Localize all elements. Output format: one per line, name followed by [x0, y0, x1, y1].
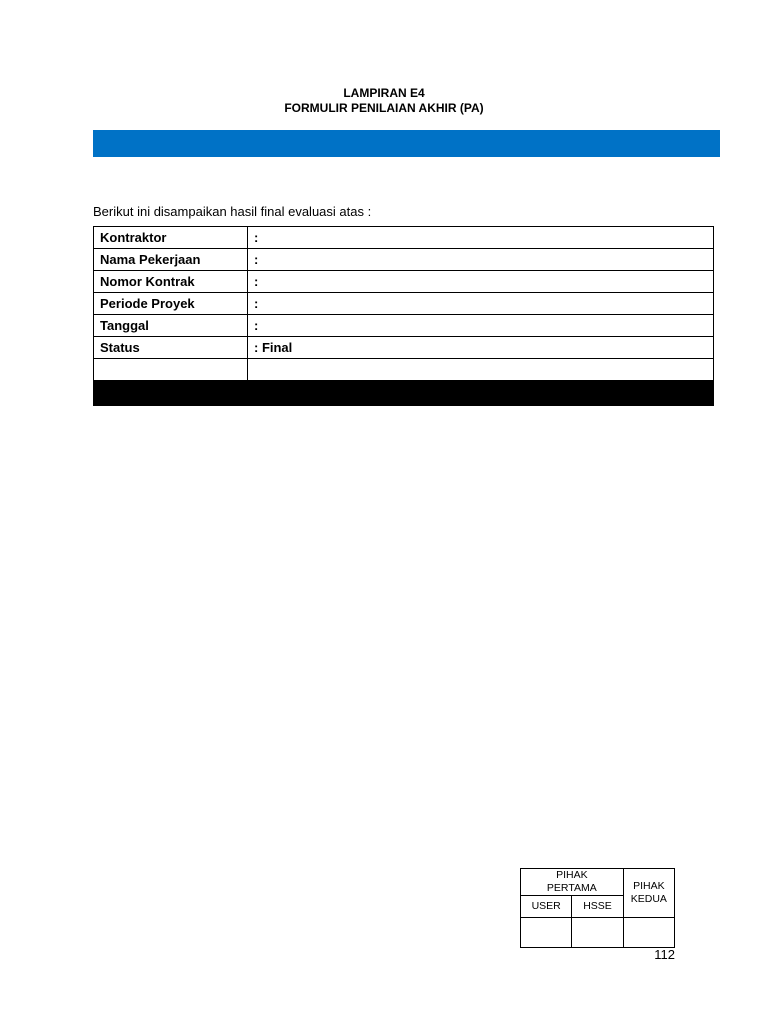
table-row [94, 293, 714, 315]
status-label: Status [94, 337, 248, 359]
user-signature-box [521, 918, 572, 948]
pihak-pertama-label: PIHAK PERTAMA [546, 869, 597, 894]
empty-cell [248, 359, 714, 381]
pihak-kedua-label: PIHAK KEDUA [630, 880, 667, 905]
kontraktor-value: : [248, 227, 714, 249]
empty-cell [94, 359, 248, 381]
table-row-empty [94, 359, 714, 381]
table-row [94, 249, 714, 271]
signature-table [520, 868, 675, 948]
periode-proyek-label: Periode Proyek [94, 293, 248, 315]
pihak-kedua-cell [623, 869, 674, 918]
signature-header-row [521, 869, 675, 896]
nomor-kontrak-label: Nomor Kontrak [94, 271, 248, 293]
document-header [0, 86, 768, 116]
contract-info-table [93, 226, 714, 381]
table-row [94, 227, 714, 249]
nama-pekerjaan-label: Nama Pekerjaan [94, 249, 248, 271]
nomor-kontrak-value: : [248, 271, 714, 293]
status-value: : Final [248, 337, 714, 359]
hsse-label: HSSE [572, 896, 623, 918]
header-color-band [93, 130, 720, 157]
pihak-pertama-cell [521, 869, 624, 896]
kontraktor-label: Kontraktor [94, 227, 248, 249]
intro-text: Berikut ini disampaikan hasil final evaluasi atas : [93, 204, 372, 219]
black-section-band [93, 380, 714, 406]
pihak-kedua-signature-box [623, 918, 674, 948]
table-row [94, 337, 714, 359]
table-row [94, 315, 714, 337]
form-title: FORMULIR PENILAIAN AKHIR (PA) [284, 101, 484, 115]
tanggal-value: : [248, 315, 714, 337]
periode-proyek-value: : [248, 293, 714, 315]
nama-pekerjaan-value: : [248, 249, 714, 271]
table-row [94, 271, 714, 293]
appendix-title: LAMPIRAN E4 [343, 86, 425, 100]
user-label: USER [521, 896, 572, 918]
hsse-signature-box [572, 918, 623, 948]
tanggal-label: Tanggal [94, 315, 248, 337]
signature-box-row [521, 918, 675, 948]
page-number: 112 [654, 947, 675, 962]
